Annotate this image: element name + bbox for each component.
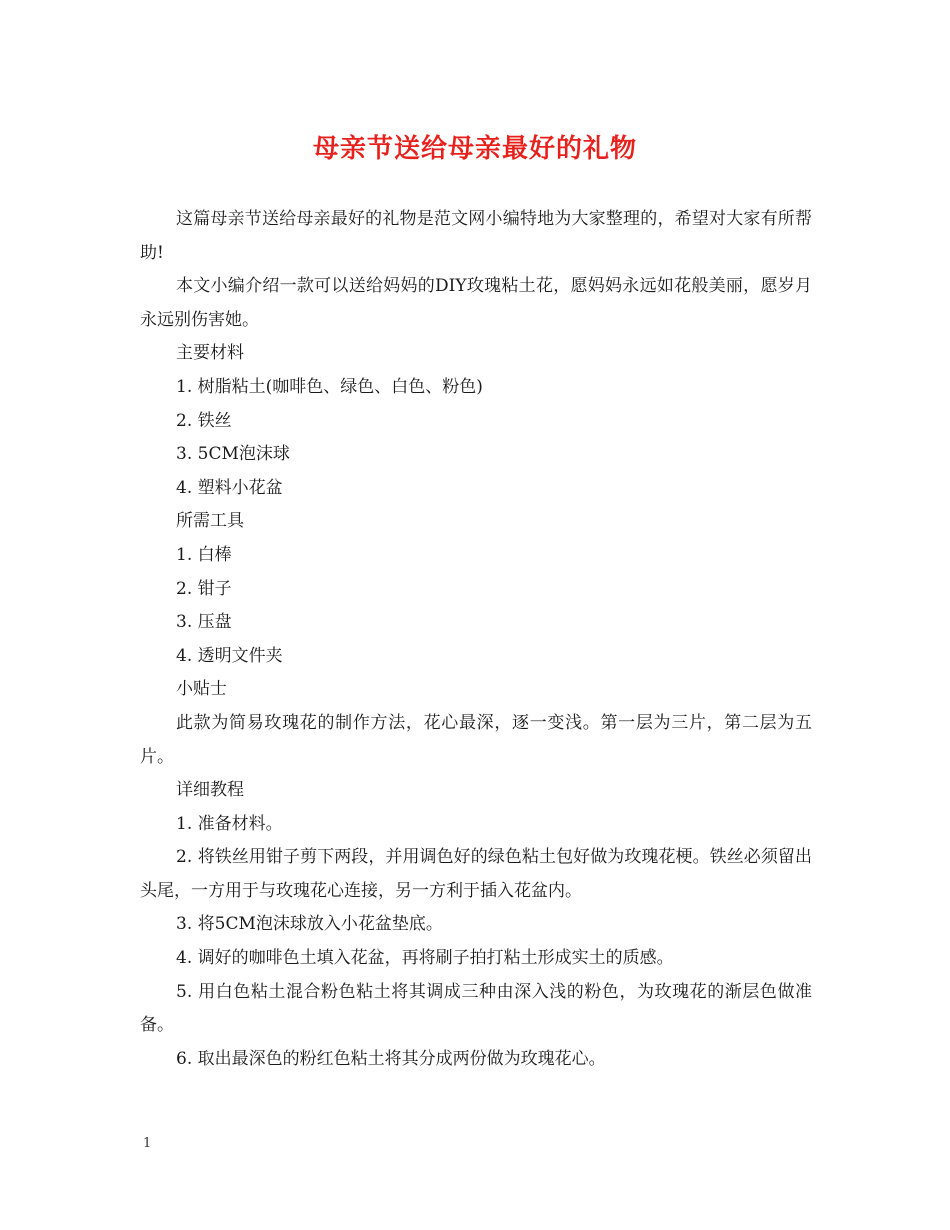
step-item: 3. 将5CM泡沫球放入小花盆垫底。 [176, 914, 443, 935]
document-body [140, 203, 812, 1076]
list-item: 3. 5CM泡沫球 [176, 444, 290, 465]
intro-paragraph: 本文小编介绍一款可以送给妈妈的DIY玫瑰粘土花，愿妈妈永远如花般美丽，愿岁月永远别伤害她。 [140, 276, 812, 330]
intro-paragraph: 这篇母亲节送给母亲最好的礼物是范文网小编特地为大家整理的，希望对大家有所帮助! [140, 209, 812, 263]
step-item: 4. 调好的咖啡色土填入花盆，再将刷子拍打粘土形成实土的质感。 [176, 948, 674, 969]
step-item: 1. 准备材料。 [176, 813, 283, 834]
list-item: 1. 白棒 [176, 544, 232, 565]
section-heading: 主要材料 [176, 343, 244, 364]
list-item: 1. 树脂粘土(咖啡色、绿色、白色、粉色) [176, 376, 483, 397]
section-heading: 详细教程 [176, 780, 244, 801]
section-heading: 所需工具 [176, 511, 244, 532]
section-heading: 小贴士 [176, 679, 227, 700]
step-item: 5. 用白色粘土混合粉色粘土将其调成三种由深入浅的粉色，为玫瑰花的渐层色做准备。 [140, 981, 812, 1036]
page-number: 1 [143, 1136, 152, 1151]
list-item: 2. 钳子 [176, 578, 232, 599]
step-item: 2. 将铁丝用钳子剪下两段，并用调色好的绿色粘土包好做为玫瑰花梗。铁丝必须留出头尾，一方用于与玫瑰花心连接，另一方利于插入花盆内。 [140, 847, 812, 901]
list-item: 3. 压盘 [176, 612, 232, 633]
list-item: 2. 铁丝 [176, 410, 232, 431]
page-title: 母亲节送给母亲最好的礼物 [312, 134, 637, 164]
tip-paragraph: 此款为简易玫瑰花的制作方法，花心最深，逐一变浅。第一层为三片，第二层为五片。 [140, 712, 812, 767]
list-item: 4. 透明文件夹 [176, 645, 283, 666]
step-item: 6. 取出最深色的粉红色粘土将其分成两份做为玫瑰花心。 [176, 1048, 606, 1069]
list-item: 4. 塑料小花盆 [176, 477, 283, 498]
